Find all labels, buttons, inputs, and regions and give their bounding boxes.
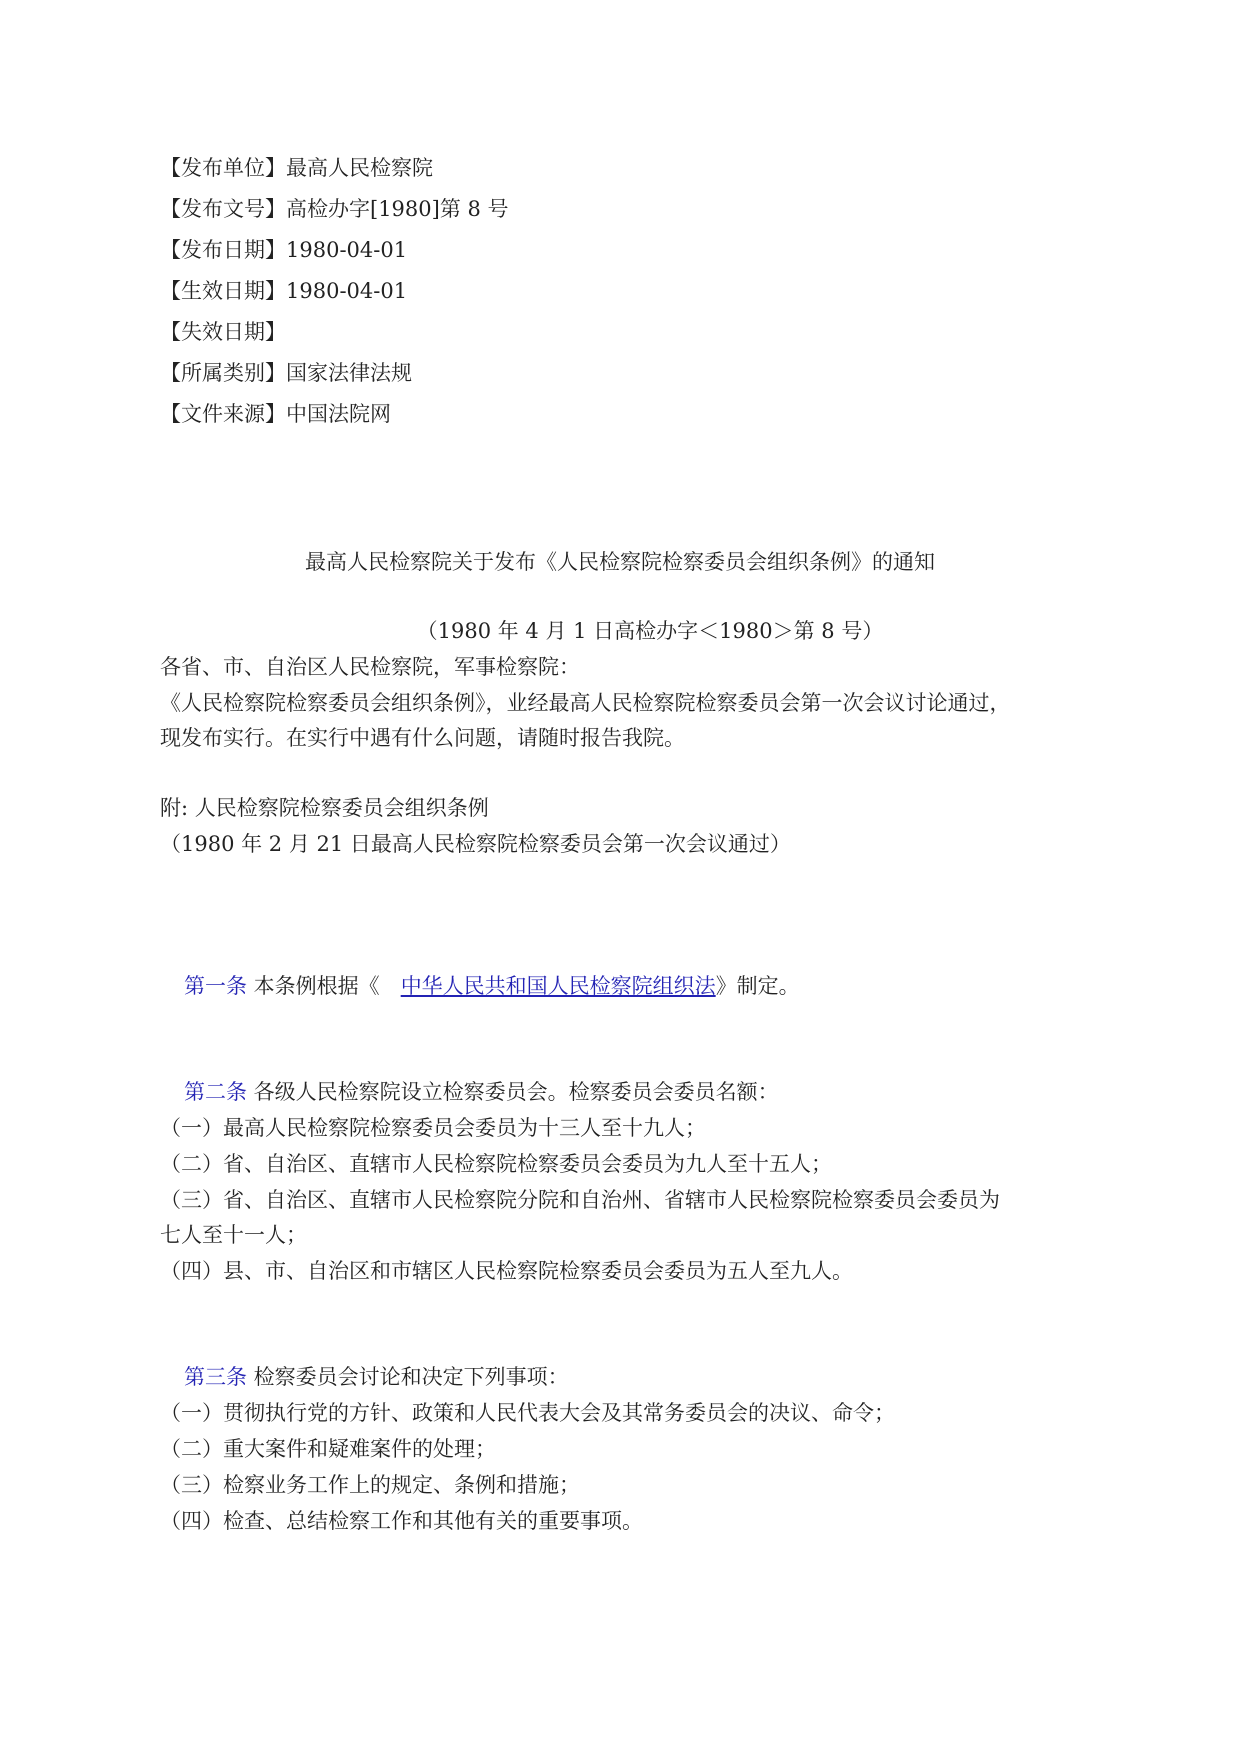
meta-issuer: 【发布单位】最高人民检察院 xyxy=(160,156,433,180)
notice-attachment-note: （1980 年 2 月 21 日最高人民检察院检察委员会第一次会议通过） xyxy=(160,832,791,856)
article-1 xyxy=(184,972,800,1000)
article-3-item-4: （四）检查、总结检察工作和其他有关的重要事项。 xyxy=(160,1509,643,1533)
article-2-item-3-line1: （三）省、自治区、直辖市人民检察院分院和自治州、省辖市人民检察院检察委员会委员为 xyxy=(160,1188,1000,1212)
meta-doc-number: 【发布文号】高检办字[1980]第 8 号 xyxy=(160,197,509,221)
meta-effective-date: 【生效日期】1980-04-01 xyxy=(160,279,408,303)
article-2 xyxy=(184,1078,779,1106)
meta-issue-date: 【发布日期】1980-04-01 xyxy=(160,238,408,262)
article-3-item-2: （二）重大案件和疑难案件的处理； xyxy=(160,1437,496,1461)
article-3-item-1: （一）贯彻执行党的方针、政策和人民代表大会及其常务委员会的决议、命令； xyxy=(160,1401,895,1425)
article-3 xyxy=(184,1363,569,1391)
article-2-item-2: （二）省、自治区、直辖市人民检察院检察委员会委员为九人至十五人； xyxy=(160,1152,832,1176)
article-1-text-after: 》制定。 xyxy=(715,974,800,998)
article-2-label: 第二条 xyxy=(184,1080,247,1104)
article-2-text: 各级人民检察院设立检察委员会。检察委员会委员名额： xyxy=(247,1080,779,1104)
article-1-label: 第一条 xyxy=(184,974,247,998)
article-3-label: 第三条 xyxy=(184,1365,247,1389)
notice-body-line1: 《人民检察院检察委员会组织条例》，业经最高人民检察院检察委员会第一次会议讨论通过， xyxy=(160,691,1011,715)
notice-addressee: 各省、市、自治区人民检察院，军事检察院： xyxy=(160,655,580,679)
notice-body-line2: 现发布实行。在实行中遇有什么问题，请随时报告我院。 xyxy=(160,726,685,750)
article-2-item-4: （四）县、市、自治区和市辖区人民检察院检察委员会委员为五人至九人。 xyxy=(160,1259,853,1283)
meta-expiry-date: 【失效日期】 xyxy=(160,320,286,344)
organization-law-link[interactable]: 中华人民共和国人民检察院组织法 xyxy=(400,974,716,998)
article-2-item-3-line2: 七人至十一人； xyxy=(160,1223,307,1247)
article-3-text: 检察委员会讨论和决定下列事项： xyxy=(247,1365,569,1389)
meta-category: 【所属类别】国家法律法规 xyxy=(160,361,412,385)
article-3-item-3: （三）检察业务工作上的规定、条例和措施； xyxy=(160,1473,580,1497)
notice-subtitle: （1980 年 4 月 1 日高检办字＜1980＞第 8 号） xyxy=(416,619,884,643)
article-1-text-before: 本条例根据《 xyxy=(247,974,401,998)
notice-title: 最高人民检察院关于发布《人民检察院检察委员会组织条例》的通知 xyxy=(305,550,935,574)
meta-source: 【文件来源】中国法院网 xyxy=(160,402,391,426)
article-2-item-1: （一）最高人民检察院检察委员会委员为十三人至十九人； xyxy=(160,1116,706,1140)
notice-attachment: 附: 人民检察院检察委员会组织条例 xyxy=(160,796,489,820)
